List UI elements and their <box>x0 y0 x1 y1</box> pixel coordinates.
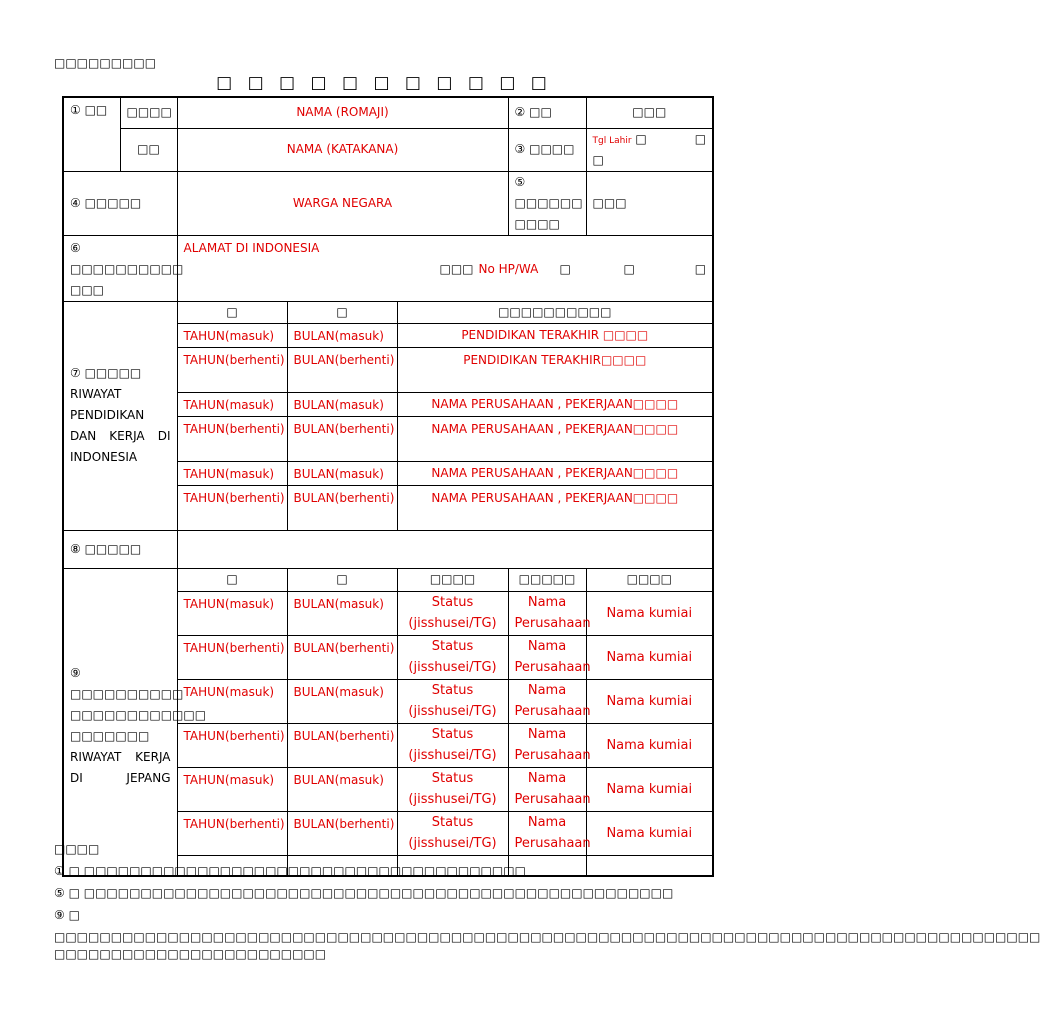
year-cell[interactable]: TAHUN(masuk) <box>177 591 287 635</box>
year-cell[interactable]: TAHUN(berhenti) <box>177 723 287 767</box>
marital-status-label: ⑤ □□□□□□ □□□□ <box>508 171 586 235</box>
status-cell[interactable]: Status (jisshusei/TG) <box>397 811 508 855</box>
note-line-9: ⑨ □ □□□□□□□□□□□□□□□□□□□□□□□□□□□□□□□□□□□□□□□□□□□□□□□□□□□□□□□□□□□□□□□□□□□□□□□□□□□□□□□□□□□□□□□ <box>54 908 1040 944</box>
status-cell[interactable]: Status (jisshusei/TG) <box>397 635 508 679</box>
phone-mark-3: □ <box>694 261 707 276</box>
name-romaji-field[interactable]: NAMA (ROMAJI) <box>177 97 508 128</box>
birthdate-year-mark: □ <box>635 131 647 146</box>
month-cell[interactable]: BULAN(berhenti) <box>287 347 397 392</box>
indonesia-history-label-id: RIWAYAT PENDIDIKAN DAN KERJA DI INDONESIA <box>70 387 171 464</box>
status-cell[interactable]: Status (jisshusei/TG) <box>397 679 508 723</box>
year-cell[interactable]: TAHUN(berhenti) <box>177 635 287 679</box>
birthdate-hint: Tgl Lahir <box>592 135 632 146</box>
address-field[interactable] <box>177 235 713 301</box>
address-label: ⑥ □□□□□□□□□□ □□□ <box>63 235 177 301</box>
nationality-label: ④ □□□□□ <box>63 171 177 235</box>
phone-label: □□□ <box>439 261 474 276</box>
notes-section <box>54 838 1040 948</box>
gender-label: ② □□ <box>508 97 586 128</box>
name-katakana-field[interactable]: NAMA (KATAKANA) <box>177 128 508 171</box>
description-cell[interactable]: NAMA PERUSAHAAN , PEKERJAAN□□□□ <box>397 416 713 461</box>
month-cell[interactable]: BULAN(masuk) <box>287 679 397 723</box>
year-cell[interactable]: TAHUN(masuk) <box>177 392 287 416</box>
katakana-label: □□ <box>120 128 177 171</box>
company-cell[interactable]: Nama Perusahaan <box>508 591 586 635</box>
phone-mark-1: □ <box>559 261 571 276</box>
kumiai-cell[interactable]: Nama kumiai <box>586 591 713 635</box>
japan-history-label-id: RIWAYAT KERJA DI JEPANG <box>70 749 171 785</box>
description-cell[interactable]: NAMA PERUSAHAAN , PEKERJAAN□□□□ <box>397 392 713 416</box>
kumiai-cell[interactable]: Nama kumiai <box>586 811 713 855</box>
month-cell[interactable]: BULAN(masuk) <box>287 591 397 635</box>
indonesia-history-label-jp: ⑦ □□□□□ <box>70 366 142 380</box>
japan-history-label-jp: ⑨ □□□□□□□□□□ □□□□□□□□□□□□ □□□□□□□ <box>70 665 207 743</box>
note-line-5: ⑤ □ □□□□□□□□□□□□□□□□□□□□□□□□□□□□□□□□□□□□□□□□□□□□□□□□□□□□ <box>54 886 674 900</box>
month-cell[interactable]: BULAN(berhenti) <box>287 635 397 679</box>
form-code-label: □□□□□□□□□ <box>54 56 157 70</box>
year-cell[interactable]: TAHUN(berhenti) <box>177 416 287 461</box>
japan-year-header: □ <box>177 568 287 591</box>
address-value: ALAMAT DI INDONESIA <box>183 240 320 255</box>
japan-history-label <box>63 568 207 876</box>
notes-title: □□□□ <box>54 842 100 856</box>
year-cell[interactable]: TAHUN(masuk) <box>177 323 287 347</box>
kumiai-cell[interactable]: Nama kumiai <box>586 635 713 679</box>
year-cell[interactable]: TAHUN(berhenti) <box>177 811 287 855</box>
form-title: □ □ □ □ □ □ □ □ □ □ □ <box>216 73 552 93</box>
phone-field[interactable]: No HP/WA <box>478 261 539 276</box>
year-cell[interactable]: TAHUN(masuk) <box>177 461 287 485</box>
description-cell[interactable]: PENDIDIKAN TERAKHIR □□□□ <box>397 323 713 347</box>
indonesia-history-label <box>63 301 177 530</box>
year-cell[interactable]: TAHUN(berhenti) <box>177 485 287 530</box>
indonesia-desc-header: □□□□□□□□□□ <box>397 301 713 323</box>
status-cell[interactable]: Status (jisshusei/TG) <box>397 767 508 811</box>
month-cell[interactable]: BULAN(berhenti) <box>287 416 397 461</box>
company-cell[interactable]: Nama Perusahaan <box>508 723 586 767</box>
japan-status-header: □□□□ <box>397 568 508 591</box>
year-cell[interactable]: TAHUN(masuk) <box>177 679 287 723</box>
kumiai-cell[interactable]: Nama kumiai <box>586 723 713 767</box>
month-cell[interactable]: BULAN(masuk) <box>287 323 397 347</box>
nationality-field[interactable]: WARGA NEGARA <box>177 171 508 235</box>
birthdate-month-mark: □ <box>694 131 707 146</box>
year-cell[interactable]: TAHUN(berhenti) <box>177 347 287 392</box>
kumiai-cell[interactable]: Nama kumiai <box>586 767 713 811</box>
japan-company-header: □□□□□ <box>508 568 586 591</box>
japan-month-header: □ <box>287 568 397 591</box>
status-cell[interactable]: Status (jisshusei/TG) <box>397 591 508 635</box>
birthdate-day-mark: □ <box>592 152 604 167</box>
company-cell[interactable]: Nama Perusahaan <box>508 811 586 855</box>
description-cell[interactable]: NAMA PERUSAHAAN , PEKERJAAN□□□□ <box>397 485 713 530</box>
romaji-label: □□□□ <box>120 97 177 128</box>
note-line-1: ① □ □□□□□□□□□□□□□□□□□□□□□□□□□□□□□□□□□□□□□□□ <box>54 864 526 878</box>
indonesia-year-header: □ <box>177 301 287 323</box>
status-cell[interactable]: Status (jisshusei/TG) <box>397 723 508 767</box>
birthdate-label: ③ □□□□ <box>508 128 586 171</box>
month-cell[interactable]: BULAN(berhenti) <box>287 811 397 855</box>
year-cell[interactable]: TAHUN(masuk) <box>177 767 287 811</box>
phone-mark-2: □ <box>623 261 635 276</box>
month-cell[interactable]: BULAN(berhenti) <box>287 723 397 767</box>
section-8-field[interactable] <box>177 530 713 568</box>
month-cell[interactable]: BULAN(berhenti) <box>287 485 397 530</box>
company-cell[interactable]: Nama Perusahaan <box>508 767 586 811</box>
description-cell[interactable]: NAMA PERUSAHAAN , PEKERJAAN□□□□ <box>397 461 713 485</box>
section-8-label: ⑧ □□□□□ <box>63 530 177 568</box>
birthdate-field[interactable] <box>586 128 713 171</box>
month-cell[interactable]: BULAN(masuk) <box>287 461 397 485</box>
name-section-label: ① □□ <box>63 97 120 171</box>
japan-kumiai-header: □□□□ <box>586 568 713 591</box>
company-cell[interactable]: Nama Perusahaan <box>508 679 586 723</box>
month-cell[interactable]: BULAN(masuk) <box>287 392 397 416</box>
footer-note: □□□□□□□□□□□□□□□□□□□□□□□□ <box>54 947 327 961</box>
kumiai-cell[interactable]: Nama kumiai <box>586 679 713 723</box>
indonesia-month-header: □ <box>287 301 397 323</box>
gender-field[interactable]: □□□ <box>586 97 713 128</box>
month-cell[interactable]: BULAN(masuk) <box>287 767 397 811</box>
company-cell[interactable]: Nama Perusahaan <box>508 635 586 679</box>
marital-status-field[interactable]: □□□ <box>586 171 713 235</box>
resume-form-table <box>62 96 714 877</box>
description-cell[interactable]: PENDIDIKAN TERAKHIR□□□□ <box>397 347 713 392</box>
